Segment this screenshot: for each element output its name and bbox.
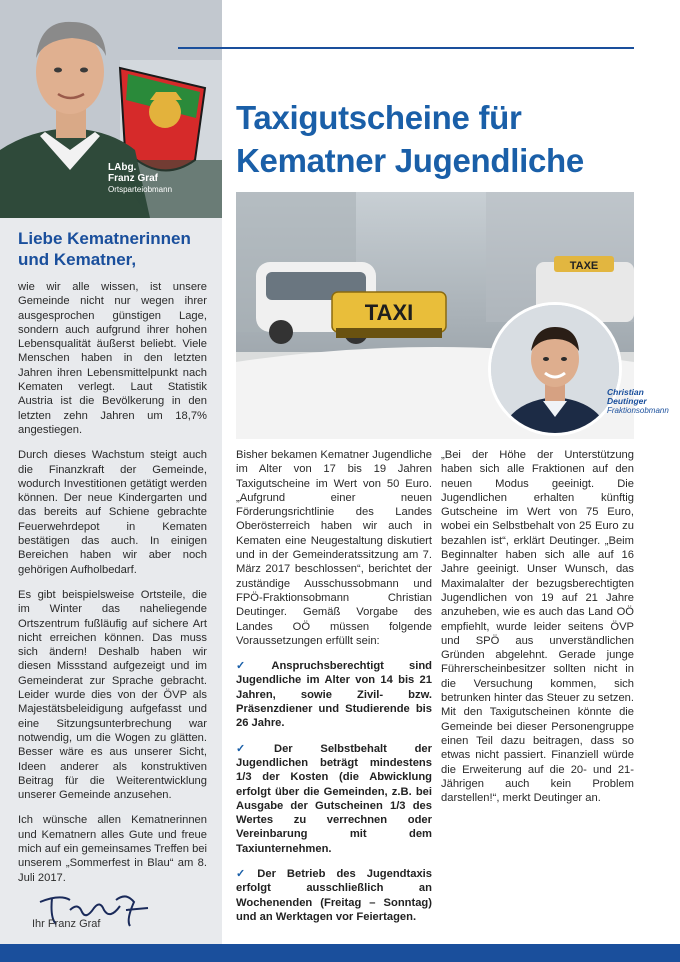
handwritten-signature	[30, 890, 180, 938]
letter-paragraph: Durch dieses Wachstum steigt auch die Finanzkraft der Gemeinde, wodurch Investitionen getätigt werden können. Der neue Kindergarten und das bereits auf Schiene gebrachte Feuerwehrdepot in Kematen bestätigen das auch. In einigen Bereichen haben wir aber noch gehörigen Aufholbedarf.	[18, 449, 207, 576]
requirement-item	[236, 742, 432, 856]
caption-name: Franz Graf	[108, 173, 159, 184]
caption-title: LAbg.	[108, 162, 137, 173]
letter-paragraph: wie wir alle wissen, ist unsere Gemeinde nicht nur wegen ihrer ausgesprochen günstigen Lage, sondern auch aufgrund ihrer hohen Lebensqualität äußerst beliebt. Viele Menschen haben in den letzten Jahren ihren Lebensmittelpunkt nach Kematen verlegt. Laut Statistik Austria ist die Bevölkerung in den letzten zehn Jahren um 18,7% angestiegen.	[18, 281, 207, 436]
portrait-caption	[108, 162, 172, 195]
svg-text:TAXE: TAXE	[569, 260, 599, 272]
author-portrait	[0, 0, 222, 218]
caption-role: Ortsparteiobmann	[108, 185, 173, 194]
letter-greeting	[18, 228, 208, 270]
article-paragraph: Bisher bekamen Kematner Jugendliche im Alter von 17 bis 19 Jahren Taxigutscheine im Wert von 50 Euro. „Aufgrund einer neuen Förderungsrichtlinie des Landes Oberösterreich haben wir auch in Kematen eine Neugestaltung diskutiert und in der Gemeinderatssitzung am 7. März 2017 beschlossen“, berichtet der zuständige Ausschussobmann und FPÖ-Fraktionsobmann Christian Deutinger. Gemäß Vorgabe des Landes OÖ müssen folgende Voraussetzungen erfüllt sein:	[236, 449, 432, 647]
check-icon: ✓	[236, 742, 270, 755]
editorial-sidebar	[0, 0, 222, 944]
requirement-text: Anspruchsberechtigt sind Jugendliche im Alter von 14 bis 21 Jahren, sowie Zivil- bzw. Präsenzdiener und Studierende bis 26 Jahre.	[236, 660, 432, 730]
svg-text:TAXI: TAXI	[364, 300, 414, 325]
inset-portrait	[488, 302, 622, 436]
headline-line-2: Kematner Jugendliche	[236, 142, 584, 179]
article-column-2	[441, 448, 634, 816]
letter-body	[18, 280, 207, 896]
inset-name-last: Deutinger	[607, 396, 647, 406]
footer-bar	[0, 944, 680, 962]
greeting-line-1: Liebe Kematnerinnen	[18, 229, 191, 248]
requirement-item	[236, 867, 432, 924]
headline-line-1: Taxigutscheine für	[236, 99, 522, 136]
letter-paragraph: Es gibt beispielsweise Ortsteile, die im Winter das naheliegende Ortszentrum fußläufig auf sichere Art nicht erreichen können. Das muss sich ändern! Deshalb haben wir diesen Missstand aufgezeigt und im Gemeinderat zur Sprache gebracht. Leider wurde dies von der ÖVP als Majestätsbeleidigung aufgefasst und eine Sitzungsunterbrechung war notwendig, um die Wogen zu glätten. Besser wäre es aus unserer Sicht, Ideen anderer als konstruktiven Beitrag für die Weiterentwicklung unserer Gemeinde anzusehen.	[18, 588, 207, 802]
check-icon: ✓	[236, 660, 268, 673]
article-column-1	[236, 448, 432, 935]
header-rule	[178, 47, 634, 49]
greeting-line-2: und Kematner,	[18, 250, 137, 269]
requirement-text: Der Selbstbehalt der Jugendlichen beträgt mindestens 1/3 der Kosten (die Abwicklung erfolgt über die Gemeinden, z.B. bei Ausgabe der Gutscheinen 1/3 des Wertes zu verrechnen oder Vereinbarung mit dem Taxiunternehmen.	[236, 742, 432, 855]
article-paragraph: „Bei der Höhe der Unterstützung haben sich alle Fraktionen auf den neuen Modus geeinigt. Die Jugendlichen erhalten künftig Gutscheine im Wert von 75 Euro, wobei ein Selbstbehalt von 25 Euro zu bezahlen ist“, erklärt Deutinger. „Beim Beginnalter haben sich alle auf 16 Jahre geeinigt. Unser Wunsch, das Maximalalter der bezugsberechtigten Jugendlichen von 19 auf 21 Jahre anzuheben, wie es auch das Land OÖ empfiehlt, wurde leider seitens ÖVP und SPÖ aus unverständlichen Gründen abgelehnt. Gerade junge Führerscheinbesitzer sollten nicht in die Versuchung kommen, sich betrunken hinter das Steuer zu setzen. Mit den Taxigutscheinen könnte die Gemeinde bei dieser Personengruppe einen Teil dazu beitragen, dass so etwas nicht passiert. Finanziell würde die Erweiterung auf die 20- und 21-Jährigen auch kein Problem darstellen!“, merkt Deutinger an.	[441, 449, 634, 805]
requirement-item	[236, 659, 432, 730]
article-headline	[236, 96, 646, 182]
signoff-name: Ihr Franz Graf	[32, 918, 101, 930]
inset-caption	[607, 388, 677, 415]
check-icon: ✓	[236, 868, 254, 881]
letter-paragraph: Ich wünsche allen Kematnerinnen und Kematnern alles Gute und freue mich auf ein gemeinsames Treffen bei unserem „Sommerfest in Blau“ am 8. Juli 2017.	[18, 814, 207, 884]
inset-name-first: Christian	[607, 387, 644, 397]
inset-portrait-illustration	[491, 305, 619, 433]
inset-role: Fraktionsobmann	[607, 406, 669, 415]
requirement-text: Der Betrieb des Jugendtaxis erfolgt ausschließlich an Wochenenden (Freitag – Sonntag) und an Werktagen vor Feiertagen.	[236, 868, 432, 923]
